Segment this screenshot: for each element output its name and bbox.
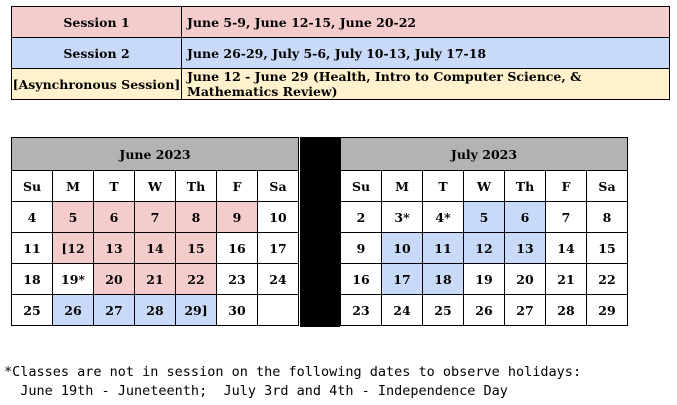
week-row (12, 202, 299, 233)
day-cell: 10 (382, 233, 423, 264)
session-name: Session 2 (12, 38, 182, 69)
session-name: [Asynchronous Session] (12, 69, 182, 100)
day-cell: [12 (53, 233, 94, 264)
day-cell: 2 (341, 202, 382, 233)
day-cell: 6 (505, 202, 546, 233)
holiday-note (4, 363, 581, 401)
week-row (341, 233, 628, 264)
day-cell: 26 (53, 295, 94, 326)
day-cell: 13 (94, 233, 135, 264)
weekday-label: M (382, 171, 423, 202)
weekday-header-row (341, 171, 628, 202)
session-legend-table (11, 6, 670, 100)
session-row (12, 69, 670, 100)
weekday-label: M (53, 171, 94, 202)
week-row (12, 295, 299, 326)
day-cell: 27 (505, 295, 546, 326)
july-weeks (341, 202, 628, 326)
day-cell (258, 295, 299, 326)
day-cell: 3* (382, 202, 423, 233)
day-cell: 24 (382, 295, 423, 326)
week-row (341, 202, 628, 233)
day-cell: 29] (176, 295, 217, 326)
weekday-label: Sa (258, 171, 299, 202)
weekday-label: F (217, 171, 258, 202)
day-cell: 5 (464, 202, 505, 233)
day-cell: 25 (423, 295, 464, 326)
month-title: June 2023 (12, 138, 299, 171)
day-cell: 14 (546, 233, 587, 264)
day-cell: 8 (587, 202, 628, 233)
week-row (341, 295, 628, 326)
weekday-label: Su (12, 171, 53, 202)
day-cell: 24 (258, 264, 299, 295)
day-cell: 20 (505, 264, 546, 295)
day-cell: 29 (587, 295, 628, 326)
day-cell: 11 (423, 233, 464, 264)
session-row (12, 7, 670, 38)
day-cell: 8 (176, 202, 217, 233)
day-cell: 13 (505, 233, 546, 264)
calendar-divider (300, 137, 340, 327)
day-cell: 12 (464, 233, 505, 264)
day-cell: 7 (135, 202, 176, 233)
day-cell: 15 (176, 233, 217, 264)
session-dates: June 26-29, July 5-6, July 10-13, July 17-18 (182, 38, 670, 69)
day-cell: 5 (53, 202, 94, 233)
week-row (341, 264, 628, 295)
june-weeks (12, 202, 299, 326)
weekday-label: F (546, 171, 587, 202)
day-cell: 20 (94, 264, 135, 295)
day-cell: 22 (587, 264, 628, 295)
weekday-label: Th (505, 171, 546, 202)
day-cell: 23 (341, 295, 382, 326)
weekday-header-row (12, 171, 299, 202)
day-cell: 19* (53, 264, 94, 295)
day-cell: 9 (341, 233, 382, 264)
day-cell: 17 (382, 264, 423, 295)
day-cell: 27 (94, 295, 135, 326)
holiday-note-line: *Classes are not in session on the following dates to observe holidays: (4, 364, 582, 380)
day-cell: 10 (258, 202, 299, 233)
holiday-note-line: June 19th - Juneteenth; July 3rd and 4th - Independence Day (4, 383, 508, 399)
session-dates: June 12 - June 29 (Health, Intro to Computer Science, & Mathematics Review) (182, 69, 670, 100)
weekday-label: Th (176, 171, 217, 202)
day-cell: 21 (135, 264, 176, 295)
day-cell: 21 (546, 264, 587, 295)
weekday-label: W (464, 171, 505, 202)
day-cell: 4* (423, 202, 464, 233)
session-dates: June 5-9, June 12-15, June 20-22 (182, 7, 670, 38)
day-cell: 30 (217, 295, 258, 326)
day-cell: 18 (423, 264, 464, 295)
day-cell: 28 (546, 295, 587, 326)
june-calendar (11, 137, 299, 326)
july-calendar (340, 137, 628, 326)
week-row (12, 233, 299, 264)
day-cell: 7 (546, 202, 587, 233)
day-cell: 4 (12, 202, 53, 233)
day-cell: 18 (12, 264, 53, 295)
day-cell: 23 (217, 264, 258, 295)
weekday-label: T (94, 171, 135, 202)
day-cell: 16 (341, 264, 382, 295)
day-cell: 22 (176, 264, 217, 295)
day-cell: 16 (217, 233, 258, 264)
day-cell: 26 (464, 295, 505, 326)
day-cell: 19 (464, 264, 505, 295)
session-row (12, 38, 670, 69)
day-cell: 25 (12, 295, 53, 326)
day-cell: 17 (258, 233, 299, 264)
day-cell: 11 (12, 233, 53, 264)
weekday-label: Su (341, 171, 382, 202)
day-cell: 9 (217, 202, 258, 233)
weekday-label: T (423, 171, 464, 202)
week-row (12, 264, 299, 295)
session-name: Session 1 (12, 7, 182, 38)
day-cell: 14 (135, 233, 176, 264)
weekday-label: W (135, 171, 176, 202)
weekday-label: Sa (587, 171, 628, 202)
day-cell: 28 (135, 295, 176, 326)
day-cell: 6 (94, 202, 135, 233)
day-cell: 15 (587, 233, 628, 264)
month-title: July 2023 (341, 138, 628, 171)
